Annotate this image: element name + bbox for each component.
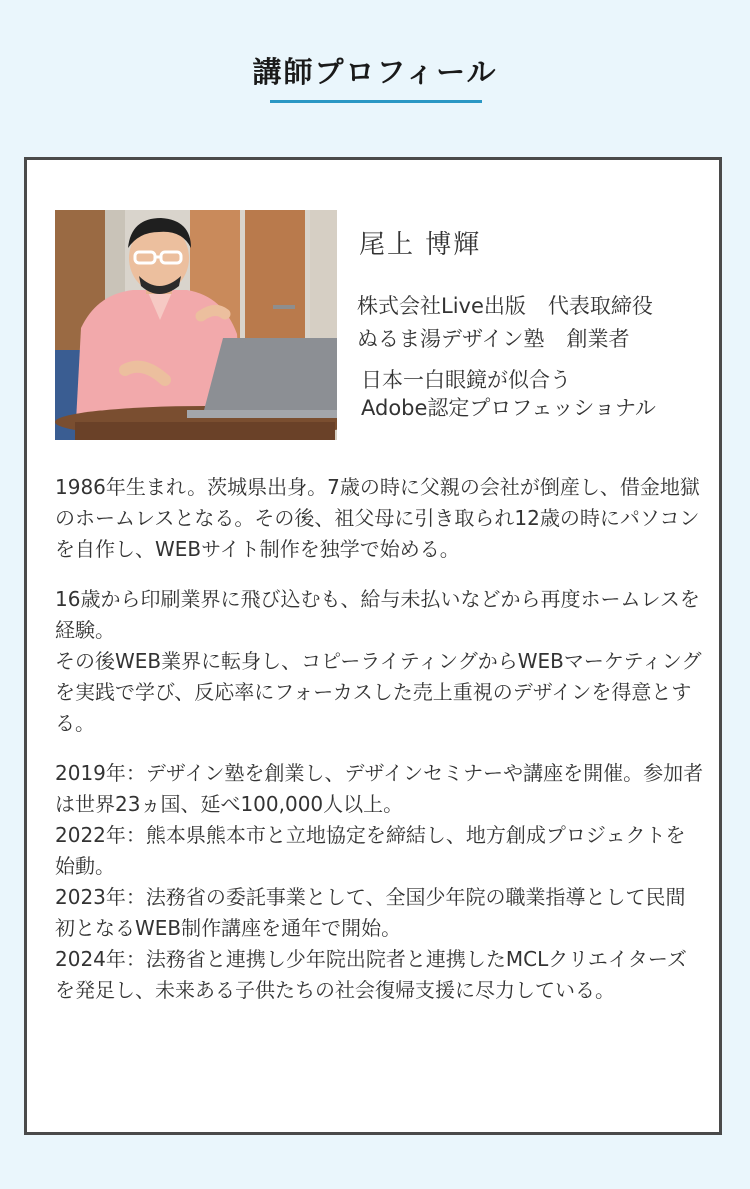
title-role: 創業者: [566, 327, 630, 351]
bio-paragraph: [55, 758, 705, 1006]
title-org: ぬるま湯デザイン塾: [357, 327, 545, 351]
section-title: 講師プロフィール: [252, 55, 498, 89]
tagline-line-1: 日本一白眼鏡が似合う: [361, 368, 571, 392]
tagline: [357, 366, 717, 422]
instructor-photo: [55, 210, 337, 440]
instructor-name: 尾上 博輝: [359, 230, 482, 260]
titles-block: [357, 290, 717, 422]
history-2019: 2019年：デザイン塾を創業し、デザインセミナーや講座を開催。参加者は世界23ヵ国、延べ100,000人以上。: [55, 761, 704, 816]
profile-card: [24, 157, 722, 1135]
biography: [55, 472, 705, 1025]
tagline-line-2: Adobe認定プロフェッショナル: [361, 396, 656, 420]
bio-paragraph: [55, 472, 705, 565]
title-role: 代表取締役: [547, 294, 653, 318]
history-2022: 2022年：熊本県熊本市と立地協定を締結し、地方創成プロジェクトを始動。: [55, 823, 686, 878]
bio-printing: 16歳から印刷業界に飛び込むも、給与未払いなどから再度ホームレスを経験。: [55, 587, 700, 642]
history-2024: 2024年：法務省と連携し少年院出院者と連携したMCLクリエイターズを発足し、未来ある子供たちの社会復帰支援に尽力している。: [55, 947, 687, 1002]
title-org: 株式会社Live出版: [357, 294, 526, 318]
bio-web-career: その後WEB業界に転身し、コピーライティングからWEBマーケティングを実践で学び、反応率にフォーカスした売上重視のデザインを得意とする。: [55, 649, 702, 735]
bio-early-life: 1986年生まれ。茨城県出身。7歳の時に父親の会社が倒産し、借金地獄のホームレスとなる。その後、祖父母に引き取られ12歳の時にパソコンを自作し、WEBサイト制作を独学で始める。: [55, 475, 700, 561]
history-2023: 2023年：法務省の委託事業として、全国少年院の職業指導として民間初となるWEB制作講座を通年で開始。: [55, 885, 686, 940]
title-underline: [270, 100, 482, 103]
bio-paragraph: [55, 584, 705, 739]
title-line: [357, 323, 717, 356]
title-line: [357, 290, 717, 323]
